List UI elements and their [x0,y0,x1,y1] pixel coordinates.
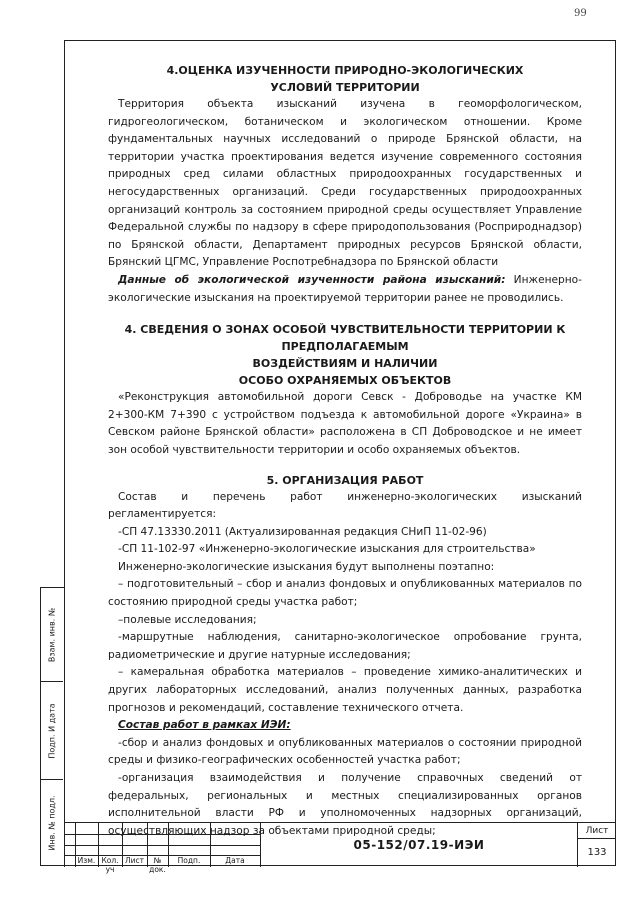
document-body [108,62,582,840]
section5-stage2: –полевые исследования; [118,613,257,626]
side-label-inventory: Инв. № подл. [47,794,57,851]
section4-data-text: Инженерно-экологические изыскания на проектируемой территории ранее не проводились. [108,273,582,304]
section4-heading-line2: УСЛОВИЙ ТЕРРИТОРИИ [270,81,420,94]
section5-stage4: – камеральная обработка материалов – проведение химико-аналитических и других лабораторных исследований, анализ полученных данных, разработка прогнозов и рекомендаций, составление технического отчета. [108,666,582,714]
col-izm: Изм. [77,856,96,865]
section5-intro: Состав и перечень работ инженерно-экологических изысканий регламентируется: [108,490,582,521]
section5-heading: 5. ОРГАНИЗАЦИЯ РАБОТ [266,473,424,487]
side-cell-inventory [41,780,63,865]
side-label-signature: Подп. И дата [47,702,57,759]
section5-stages-intro: Инженерно-экологические изыскания будут выполнены поэтапно: [118,560,495,573]
col-list: Лист [124,856,144,865]
zones-heading-line1: 4. СВЕДЕНИЯ О ЗОНАХ ОСОБОЙ ЧУВСТВИТЕЛЬНОСТИ ТЕРРИТОРИИ К ПРЕДПОЛАГАЕМЫМ [124,323,566,354]
title-block-grid [64,823,260,874]
grid-line [64,823,65,867]
grid-line [64,834,260,835]
zones-heading-line2: ВОЗДЕЙСТВИЯМ И НАЛИЧИИ [252,357,438,371]
page-number: 99 [574,8,587,19]
section5-ref1: -СП 47.13330.2011 (Актуализированная редакция СНиП 11-02-96) [118,525,487,538]
composition-heading-text: Состав работ в рамках ИЭИ: [118,719,291,732]
section5-stage3: -маршрутные наблюдения, санитарно-экологическое опробование грунта, радиометрические и другие натурные исследования; [108,631,582,661]
section4-paragraph: Территория объекта изысканий изучена в геоморфологическом, гидрогеологическом, ботаническом и экологическом отношении. Кроме фундаментальных научных исследований о природе Брянской области, на территории участка проектирования ведется изучение современного состояния природных сред силами областных природоохранных государственных и негосударственных организаций. Среди государственных природоохранных организаций контроль за состоянием природной среды осуществляет Управление Федеральной службы по надзору в сфере природопользования (Росприроднадзор) по Брянской области, Департамент природных ресурсов Брянской области, Брянский ЦГМС, Управление Роспотребнадзора по Брянской области [108,98,582,269]
section4-data-label: Данные об экологической изученности района изысканий: [118,273,506,286]
col-kol: Кол. уч [101,856,119,874]
composition-heading [108,717,582,735]
side-label-replace: Взам. инв. № [47,607,57,662]
grid-line [64,845,260,846]
side-cell-signature [41,682,63,780]
section4-heading-line1: 4.ОЦЕНКА ИЗУЧЕННОСТИ ПРИРОДНО-ЭКОЛОГИЧЕСКИХ [166,64,524,77]
col-ndok: № док. [149,856,166,874]
document-code: 05-152/07.19-ИЭИ [260,823,578,867]
section5-stage1: – подготовительный – сбор и анализ фондовых и опубликованных материалов по состоянию природной среды участка работ; [108,578,582,609]
col-podp: Подп. [177,856,201,865]
col-data: Дата [225,856,245,865]
title-block [64,822,616,874]
side-cell-replace [41,588,63,682]
composition-item1: -сбор и анализ фондовых и опубликованных материалов о состоянии природной среды и физико-географических особенностей участка работ; [108,736,582,767]
section4-data-paragraph [108,272,582,307]
sheet-label: Лист [578,823,616,839]
zones-heading-line3: ОСОБО ОХРАНЯЕМЫХ ОБЪЕКТОВ [238,374,452,388]
section5-ref2: -СП 11-102-97 «Инженерно-экологические изыскания для строительства» [118,543,536,556]
composition-item2: -организация взаимодействия и получение справочных сведений от федеральных, региональных и местных специализированных органов исполнительной власти РФ и уполномоченных надзорных организаций, осуществляющих надзор за объектами природной среды; [108,772,582,837]
zones-paragraph: «Реконструкция автомобильной дороги Севск - Доброводье на участке КМ 2+300-КМ 7+390 с устройством подъезда к автомобильной дороге «Украина» в Севском районе Брянской области» расположена в СП Доброводское и не имеет зон особой чувствительности территории и особо охраняемых объектов. [108,391,582,456]
sheet-number: 133 [587,847,607,858]
sheet-box [578,823,616,867]
side-stamp [40,587,64,866]
